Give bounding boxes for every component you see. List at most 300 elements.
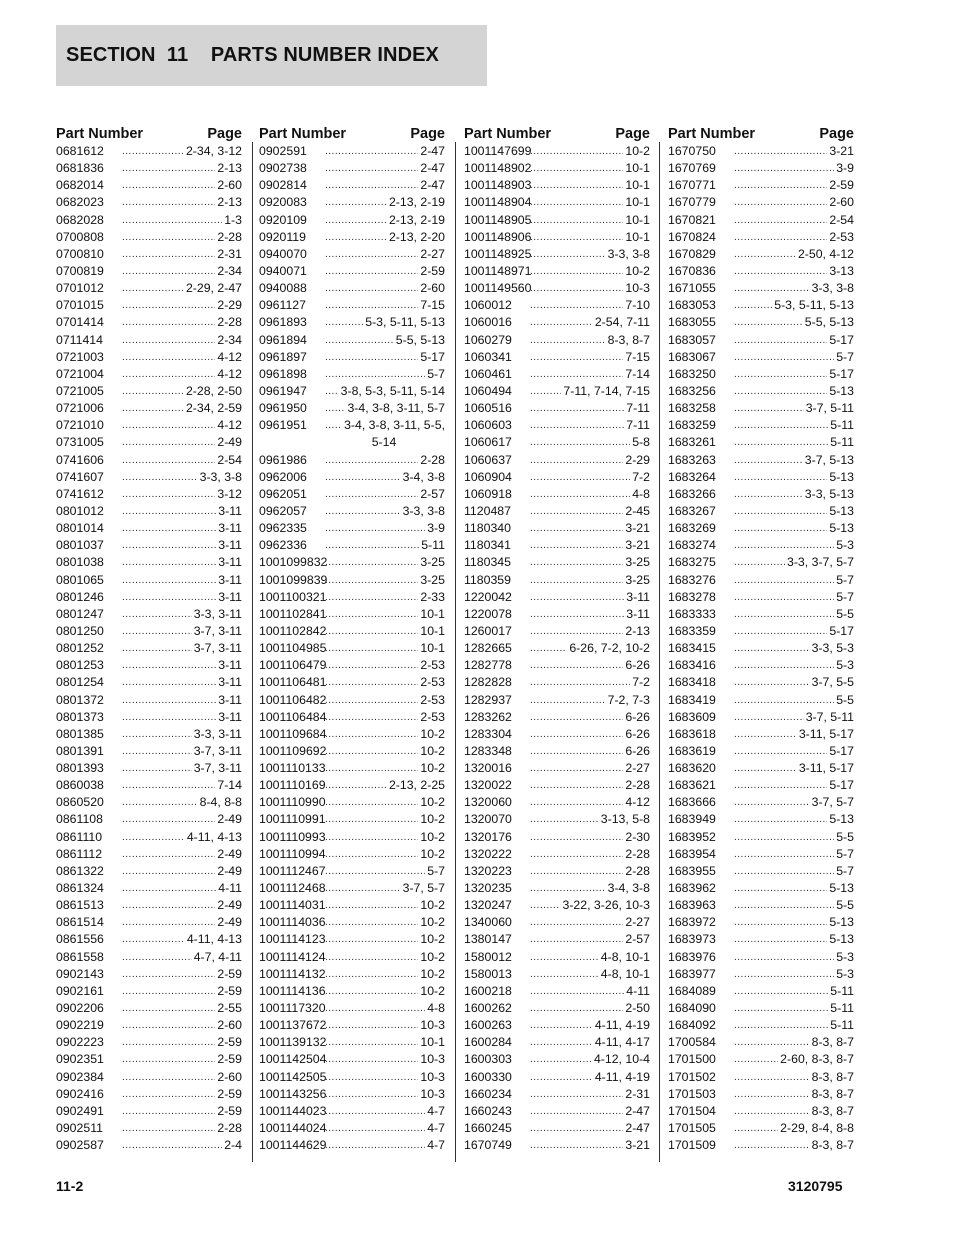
dot-leader xyxy=(530,212,623,229)
part-number: 1180340 xyxy=(464,521,511,536)
page-reference: 3-7, 3-11 xyxy=(193,623,242,638)
dot-leader xyxy=(122,383,184,400)
index-entry xyxy=(464,623,650,640)
page-reference: 10-2 xyxy=(625,144,650,158)
page-reference: 4-11, 4-17 xyxy=(594,1035,650,1050)
page-reference: 2-53 xyxy=(420,692,445,707)
index-entry xyxy=(668,246,854,263)
index-entry xyxy=(668,1120,854,1137)
dot-leader xyxy=(122,297,215,314)
part-number: 1060918 xyxy=(464,486,512,501)
part-number: 1700584 xyxy=(668,1035,716,1050)
page-reference: 3-4, 3-8 xyxy=(607,881,650,896)
page-reference: 2-13 xyxy=(217,195,242,210)
part-number: 0861513 xyxy=(56,898,104,913)
page-reference: 3-21 xyxy=(625,538,650,553)
page-reference: 5-7 xyxy=(836,589,854,604)
part-number: 1683666 xyxy=(668,795,716,810)
part-number: 1001114136 xyxy=(259,983,326,998)
index-entry xyxy=(464,743,650,760)
page-reference: 10-1 xyxy=(420,623,445,638)
page-reference: 2-4 xyxy=(224,1138,242,1153)
part-number: 1670779 xyxy=(668,195,716,210)
page-reference: 2-49 xyxy=(217,846,242,861)
dot-leader xyxy=(734,469,827,486)
dot-leader xyxy=(325,692,418,709)
part-number: 0700808 xyxy=(56,229,104,244)
dot-leader xyxy=(122,1017,215,1034)
part-number: 1060341 xyxy=(464,349,512,364)
index-column-3 xyxy=(464,118,650,1154)
index-entry xyxy=(56,434,242,451)
page-reference: 7-11, 7-14, 7-15 xyxy=(563,383,650,398)
index-entry xyxy=(668,366,854,383)
index-entry xyxy=(668,674,854,691)
index-entry xyxy=(259,263,445,280)
index-entry xyxy=(259,914,445,931)
page-reference: 5-13 xyxy=(829,469,854,484)
column-divider xyxy=(252,142,253,1162)
index-entry xyxy=(259,1137,445,1154)
dot-leader xyxy=(530,246,606,263)
index-rows xyxy=(464,143,650,1154)
dot-leader xyxy=(530,623,623,640)
part-number: 0902591 xyxy=(259,144,307,158)
part-number: 0801247 xyxy=(56,606,104,621)
dot-leader xyxy=(734,674,810,691)
index-entry xyxy=(259,811,445,828)
dot-leader xyxy=(122,143,184,160)
index-entry xyxy=(464,160,650,177)
page-reference: 2-31 xyxy=(625,1086,650,1101)
dot-leader xyxy=(325,383,339,400)
index-entry xyxy=(56,1000,242,1017)
index-entry xyxy=(259,194,445,211)
part-number: 0902351 xyxy=(56,1052,104,1067)
dot-leader xyxy=(325,280,418,297)
page-reference: 2-53 xyxy=(420,709,445,724)
page-reference: 10-2 xyxy=(420,949,445,964)
page-reference: 5-13 xyxy=(829,932,854,947)
dot-leader xyxy=(530,554,623,571)
index-entry xyxy=(464,417,650,434)
part-number: 1683618 xyxy=(668,726,716,741)
part-number: 1683269 xyxy=(668,521,716,536)
part-number: 0962336 xyxy=(259,538,307,553)
index-entry xyxy=(464,177,650,194)
dot-leader xyxy=(530,194,623,211)
part-number: 0801253 xyxy=(56,658,104,673)
index-entry xyxy=(668,503,854,520)
index-entry xyxy=(259,1017,445,1034)
index-entry xyxy=(464,400,650,417)
page-reference: 5-11 xyxy=(830,418,854,433)
page-reference: 3-21 xyxy=(829,144,854,158)
page-reference: 2-29, 8-4, 8-8 xyxy=(780,1121,854,1136)
index-entry xyxy=(56,914,242,931)
part-number: 1060279 xyxy=(464,332,512,347)
index-entry xyxy=(56,366,242,383)
part-number: 1001148903 xyxy=(464,178,532,193)
part-number: 0711414 xyxy=(56,332,103,347)
dot-leader xyxy=(122,160,215,177)
index-entry xyxy=(56,983,242,1000)
index-entry xyxy=(259,314,445,331)
dot-leader xyxy=(325,1051,418,1068)
index-entry xyxy=(464,1103,650,1120)
part-number: 1600262 xyxy=(464,1001,512,1016)
dot-leader xyxy=(325,726,418,743)
dot-leader xyxy=(734,366,827,383)
page-reference: 3-3, 5-13 xyxy=(804,486,854,501)
index-entry xyxy=(668,657,854,674)
page-reference: 6-26 xyxy=(625,743,650,758)
dot-leader xyxy=(734,417,828,434)
part-number: 1060603 xyxy=(464,418,512,433)
dot-leader xyxy=(734,520,827,537)
dot-leader xyxy=(734,1137,810,1154)
page-reference: 2-59 xyxy=(217,1035,242,1050)
index-entry xyxy=(464,434,650,451)
page-reference: 2-49 xyxy=(217,915,242,930)
part-number: 1683977 xyxy=(668,966,716,981)
dot-leader xyxy=(530,1069,593,1086)
section-title: SECTION 11 PARTS NUMBER INDEX xyxy=(66,44,439,66)
page-reference: 10-2 xyxy=(420,795,445,810)
index-entry xyxy=(464,794,650,811)
page-reference: 6-26 xyxy=(625,726,650,741)
dot-leader xyxy=(325,829,418,846)
dot-leader xyxy=(530,486,630,503)
part-number: 1683976 xyxy=(668,949,716,964)
index-entry xyxy=(56,709,242,726)
dot-leader xyxy=(122,263,215,280)
dot-leader xyxy=(325,794,418,811)
dot-leader xyxy=(734,897,834,914)
dot-leader xyxy=(325,263,418,280)
index-entry xyxy=(464,520,650,537)
part-number: 0801250 xyxy=(56,623,104,638)
page-reference: 3-9 xyxy=(427,521,445,536)
dot-leader xyxy=(325,760,418,777)
index-entry xyxy=(464,914,650,931)
dot-leader xyxy=(530,1137,623,1154)
page-reference: 3-3, 3-11 xyxy=(193,726,242,741)
dot-leader xyxy=(530,829,623,846)
page-reference: 10-2 xyxy=(420,829,445,844)
page-reference: 3-11 xyxy=(218,692,242,707)
index-entry xyxy=(464,760,650,777)
index-entry xyxy=(464,469,650,486)
dot-leader xyxy=(325,1086,418,1103)
page-reference: 3-3, 3-11 xyxy=(193,606,242,621)
index-entry xyxy=(668,349,854,366)
part-number: 0721003 xyxy=(56,349,104,364)
dot-leader xyxy=(122,194,215,211)
part-number: 0801385 xyxy=(56,726,104,741)
dot-leader xyxy=(325,743,418,760)
page-reference: 4-12, 10-4 xyxy=(593,1052,650,1067)
dot-leader xyxy=(734,212,827,229)
dot-leader xyxy=(734,760,797,777)
dot-leader xyxy=(530,263,623,280)
part-number: 1001106482 xyxy=(259,692,327,707)
dot-leader xyxy=(530,657,623,674)
part-number: 1001114124 xyxy=(259,949,326,964)
page-reference: 4-7 xyxy=(427,1138,445,1153)
index-entry xyxy=(56,1137,242,1154)
dot-leader xyxy=(122,554,216,571)
page-reference: 5-5 xyxy=(836,606,854,621)
dot-leader xyxy=(325,520,425,537)
index-entry xyxy=(464,143,650,160)
dot-leader xyxy=(734,263,827,280)
page-reference: 2-34 xyxy=(217,263,242,278)
page-reference: 7-2, 7-3 xyxy=(607,692,650,707)
part-number: 0682014 xyxy=(56,178,104,193)
part-number: 0920109 xyxy=(259,212,307,227)
index-entry xyxy=(464,1120,650,1137)
index-rows xyxy=(259,143,445,1154)
page-reference: 2-59 xyxy=(217,983,242,998)
index-entry xyxy=(56,452,242,469)
page-reference: 3-7, 5-11 xyxy=(805,401,854,416)
page-reference: 4-8 xyxy=(632,486,650,501)
index-entry xyxy=(56,606,242,623)
part-number: 1001114132 xyxy=(259,966,326,981)
index-entry xyxy=(56,743,242,760)
document-number: 3120795 xyxy=(788,1178,843,1194)
index-entry xyxy=(259,623,445,640)
page-reference: 3-25 xyxy=(420,572,445,587)
dot-leader xyxy=(530,760,623,777)
part-number: 1283262 xyxy=(464,709,512,724)
dot-leader xyxy=(325,160,418,177)
part-number: 0861110 xyxy=(56,829,103,844)
index-entry xyxy=(668,1137,854,1154)
dot-leader xyxy=(122,520,216,537)
page-reference: 5-3 xyxy=(836,949,854,964)
dot-leader xyxy=(530,469,630,486)
dot-leader xyxy=(325,1000,425,1017)
dot-leader xyxy=(122,914,215,931)
dot-leader xyxy=(530,589,624,606)
page-reference: 4-11, 4-19 xyxy=(594,1069,650,1084)
index-entry xyxy=(56,297,242,314)
part-number: 1701502 xyxy=(668,1069,716,1084)
index-entry xyxy=(259,726,445,743)
page-reference: 4-7 xyxy=(427,1103,445,1118)
index-entry xyxy=(668,1034,854,1051)
page-reference: 10-1 xyxy=(625,212,650,227)
index-entry xyxy=(56,1069,242,1086)
dot-leader xyxy=(122,417,215,434)
page-reference: 5-11 xyxy=(830,983,854,998)
part-number: 1001144023 xyxy=(259,1103,327,1118)
part-number: 1600330 xyxy=(464,1069,512,1084)
index-entry xyxy=(668,846,854,863)
part-number: 1683949 xyxy=(668,812,716,827)
part-number: 1683419 xyxy=(668,692,716,707)
page-reference: 10-3 xyxy=(420,1018,445,1033)
part-number: 1001117320 xyxy=(259,1001,326,1016)
dot-leader xyxy=(325,863,425,880)
index-entry xyxy=(259,486,445,503)
dot-leader xyxy=(325,880,401,897)
dot-leader xyxy=(325,777,387,794)
page-reference: 2-13, 2-25 xyxy=(388,778,445,793)
part-number: 1320016 xyxy=(464,761,512,776)
part-number-header: Part Number xyxy=(56,126,144,142)
page-reference: 5-13 xyxy=(829,915,854,930)
page-reference: 5-7 xyxy=(836,846,854,861)
page-reference: 3-3, 3-8 xyxy=(811,281,854,296)
dot-leader xyxy=(122,640,192,657)
index-entry xyxy=(56,520,242,537)
page-reference: 2-28, 2-50 xyxy=(185,383,242,398)
part-number: 1060461 xyxy=(464,366,512,381)
part-number: 0860520 xyxy=(56,795,104,810)
dot-leader xyxy=(122,246,215,263)
part-number: 1580012 xyxy=(464,949,512,964)
dot-leader xyxy=(734,1069,810,1086)
part-number: 0940071 xyxy=(259,263,307,278)
page-reference: 2-60 xyxy=(217,1018,242,1033)
part-number: 0962051 xyxy=(259,486,307,501)
index-entry xyxy=(56,674,242,691)
part-number: 1180345 xyxy=(464,555,511,570)
page-reference: 8-4, 8-8 xyxy=(199,795,242,810)
dot-leader xyxy=(734,863,834,880)
part-number: 0861322 xyxy=(56,863,104,878)
part-number: 1001099832 xyxy=(259,555,328,570)
dot-leader xyxy=(734,914,827,931)
page-reference: 5-7 xyxy=(836,863,854,878)
part-number: 1340060 xyxy=(464,915,512,930)
index-entry xyxy=(56,349,242,366)
index-entry xyxy=(56,897,242,914)
index-entry xyxy=(56,383,242,400)
part-number: 1001109684 xyxy=(259,726,327,741)
page-reference: 10-1 xyxy=(625,161,650,176)
dot-leader xyxy=(325,983,418,1000)
page-reference: 3-7, 5-7 xyxy=(811,795,854,810)
page-reference: 10-2 xyxy=(420,915,445,930)
part-number: 0902384 xyxy=(56,1069,104,1084)
dot-leader xyxy=(530,811,599,828)
index-entry xyxy=(259,1000,445,1017)
dot-leader xyxy=(325,657,418,674)
index-entry xyxy=(56,194,242,211)
part-number: 1670829 xyxy=(668,246,716,261)
part-number: 1683972 xyxy=(668,915,716,930)
part-number: 1683963 xyxy=(668,898,716,913)
index-entry xyxy=(259,863,445,880)
dot-leader xyxy=(122,400,184,417)
dot-leader xyxy=(530,332,606,349)
index-entry xyxy=(56,966,242,983)
dot-leader xyxy=(734,246,796,263)
page-reference: 3-7, 5-11 xyxy=(805,709,854,724)
dot-leader xyxy=(734,160,834,177)
page-reference: 7-15 xyxy=(625,349,650,364)
index-entry xyxy=(259,554,445,571)
dot-leader xyxy=(530,452,623,469)
dot-leader xyxy=(530,966,599,983)
page-reference: 2-53 xyxy=(829,229,854,244)
part-number: 1001110994 xyxy=(259,846,326,861)
page-reference: 4-8, 10-1 xyxy=(600,949,650,964)
part-number: 0741606 xyxy=(56,452,104,467)
index-entry xyxy=(668,983,854,1000)
index-entry xyxy=(668,829,854,846)
index-entry xyxy=(464,640,650,657)
index-entry xyxy=(56,623,242,640)
index-entry xyxy=(668,880,854,897)
page-reference: 2-47 xyxy=(420,161,445,176)
page-reference: 10-3 xyxy=(420,1052,445,1067)
part-number: 0961893 xyxy=(259,315,307,330)
page-reference: 2-59 xyxy=(217,1052,242,1067)
part-number: 1701500 xyxy=(668,1052,716,1067)
part-number: 0861324 xyxy=(56,881,104,896)
dot-leader xyxy=(530,1034,593,1051)
part-number: 1001147699 xyxy=(464,144,532,158)
part-number: 0801037 xyxy=(56,538,104,553)
page-reference: 1-3 xyxy=(224,212,242,227)
page-reference: 4-12 xyxy=(217,366,242,381)
dot-leader xyxy=(325,332,394,349)
page-reference: 2-49 xyxy=(217,863,242,878)
part-number: 1683359 xyxy=(668,623,716,638)
part-number: 1001112467 xyxy=(259,863,326,878)
part-number: 1683278 xyxy=(668,589,716,604)
index-entry xyxy=(668,692,854,709)
index-entry xyxy=(259,503,445,520)
page-reference: 5-5, 5-13 xyxy=(804,315,854,330)
dot-leader xyxy=(325,452,418,469)
part-number: 1001142504 xyxy=(259,1052,327,1067)
part-number: 0801391 xyxy=(56,743,104,758)
dot-leader xyxy=(122,229,215,246)
index-entry xyxy=(259,280,445,297)
index-entry xyxy=(464,486,650,503)
part-number: 1683067 xyxy=(668,349,716,364)
index-entry xyxy=(56,469,242,486)
page-reference: 2-13, 2-20 xyxy=(388,229,445,244)
dot-leader xyxy=(325,949,418,966)
index-entry xyxy=(464,212,650,229)
page-reference: 3-7, 5-7 xyxy=(402,881,445,896)
part-number: 1320223 xyxy=(464,863,512,878)
index-entry xyxy=(668,709,854,726)
column-header xyxy=(464,118,650,142)
dot-leader xyxy=(530,606,624,623)
dot-leader xyxy=(530,1017,593,1034)
page-reference: 10-3 xyxy=(420,1086,445,1101)
index-entry xyxy=(464,263,650,280)
index-entry xyxy=(668,177,854,194)
page-reference: 10-2 xyxy=(420,743,445,758)
page-reference: 5-3 xyxy=(836,658,854,673)
index-entry xyxy=(259,469,445,486)
index-entry xyxy=(464,692,650,709)
index-entry xyxy=(56,760,242,777)
dot-leader xyxy=(122,1069,215,1086)
dot-leader xyxy=(734,434,828,451)
dot-leader xyxy=(325,212,387,229)
index-entry xyxy=(668,1103,854,1120)
